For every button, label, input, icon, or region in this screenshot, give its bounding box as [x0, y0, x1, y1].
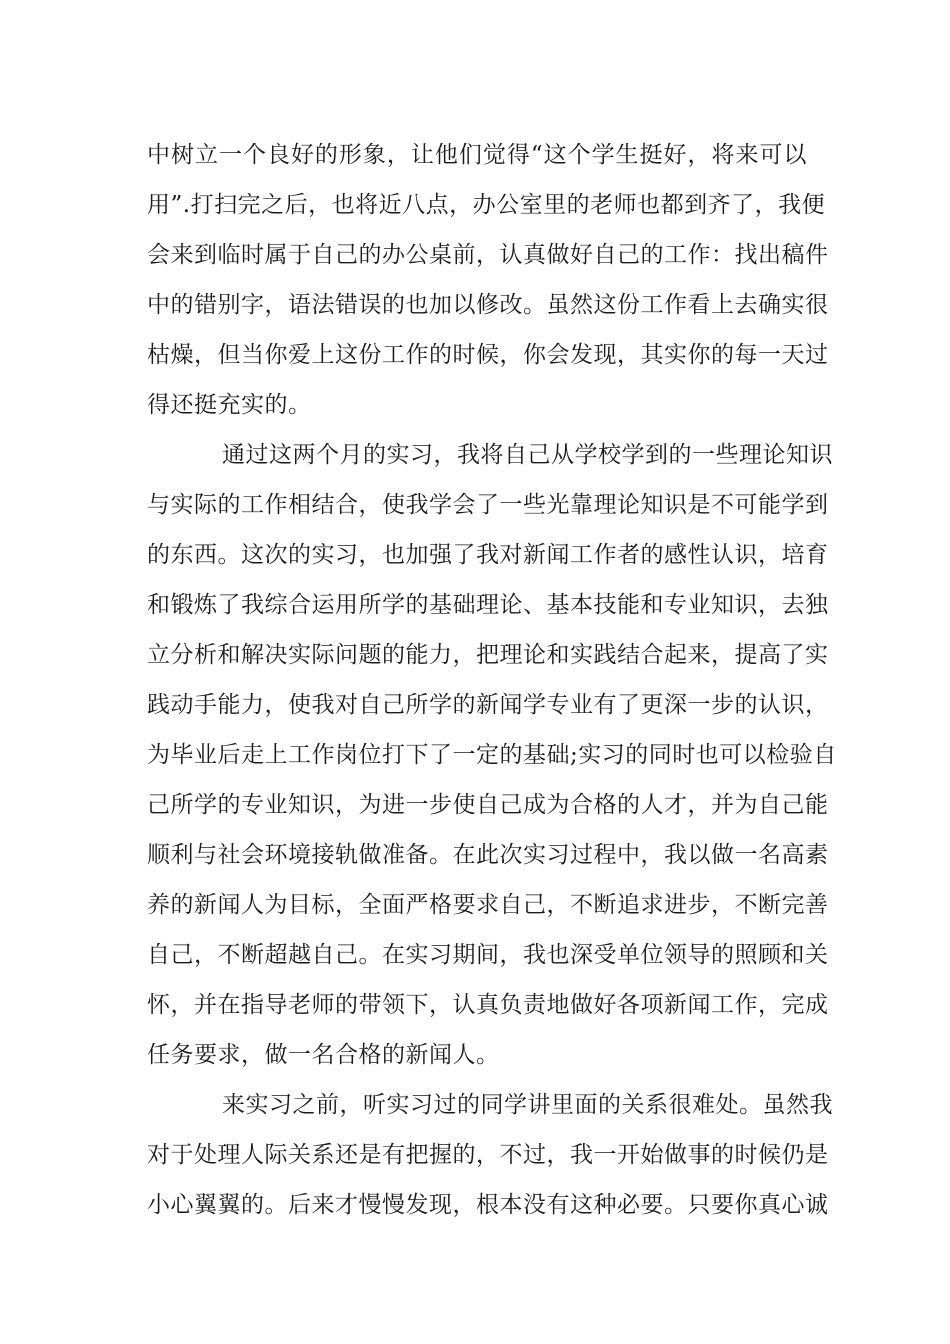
text-line: 枯燥，但当你爱上这份工作的时候，你会发现，其实你的每一天过: [147, 342, 829, 368]
text-line: 任务要求，做一名合格的新闻人。: [147, 1042, 500, 1068]
text-line: 践动手能力，使我对自己所学的新闻学专业有了更深一步的认识，: [147, 692, 829, 718]
text-line: 和锻炼了我综合运用所学的基础理论、基本技能和专业知识，去独: [147, 592, 829, 618]
text-line: 为毕业后走上工作岗位打下了一定的基础;实习的同时也可以检验自: [147, 742, 837, 768]
text-line: 会来到临时属于自己的办公桌前，认真做好自己的工作：找出稿件: [147, 242, 829, 268]
text-line: 养的新闻人为目标，全面严格要求自己，不断追求进步，不断完善: [147, 892, 829, 918]
paragraph-first-line: 来实习之前，听实习过的同学讲里面的关系很难处。虽然我: [222, 1092, 833, 1118]
text-line: 中树立一个良好的形象，让他们觉得“这个学生挺好，将来可以: [147, 142, 807, 168]
text-line: 对于处理人际关系还是有把握的，不过，我一开始做事的时候仍是: [147, 1142, 829, 1168]
text-line: 用”.打扫完之后，也将近八点，办公室里的老师也都到齐了，我便: [147, 192, 826, 218]
text-line: 中的错别字，语法错误的也加以修改。虽然这份工作看上去确实很: [147, 292, 829, 318]
text-line: 得还挺充实的。: [147, 392, 312, 418]
text-line: 与实际的工作相结合，使我学会了一些光靠理论知识是不可能学到: [147, 492, 829, 518]
text-line: 小心翼翼的。后来才慢慢发现，根本没有这种必要。只要你真心诚: [147, 1192, 829, 1218]
text-line: 的东西。这次的实习，也加强了我对新闻工作者的感性认识，培育: [147, 542, 829, 568]
text-line: 己所学的专业知识，为进一步使自己成为合格的人才，并为自己能: [147, 792, 829, 818]
text-line: 顺利与社会环境接轨做准备。在此次实习过程中，我以做一名高素: [147, 842, 829, 868]
text-line: 自己，不断超越自己。在实习期间，我也深受单位领导的照顾和关: [147, 942, 829, 968]
paragraph-first-line: 通过这两个月的实习，我将自己从学校学到的一些理论知识: [222, 442, 833, 468]
text-line: 怀，并在指导老师的带领下，认真负责地做好各项新闻工作，完成: [147, 992, 829, 1018]
text-line: 立分析和解决实际问题的能力，把理论和实践结合起来，提高了实: [147, 642, 829, 668]
